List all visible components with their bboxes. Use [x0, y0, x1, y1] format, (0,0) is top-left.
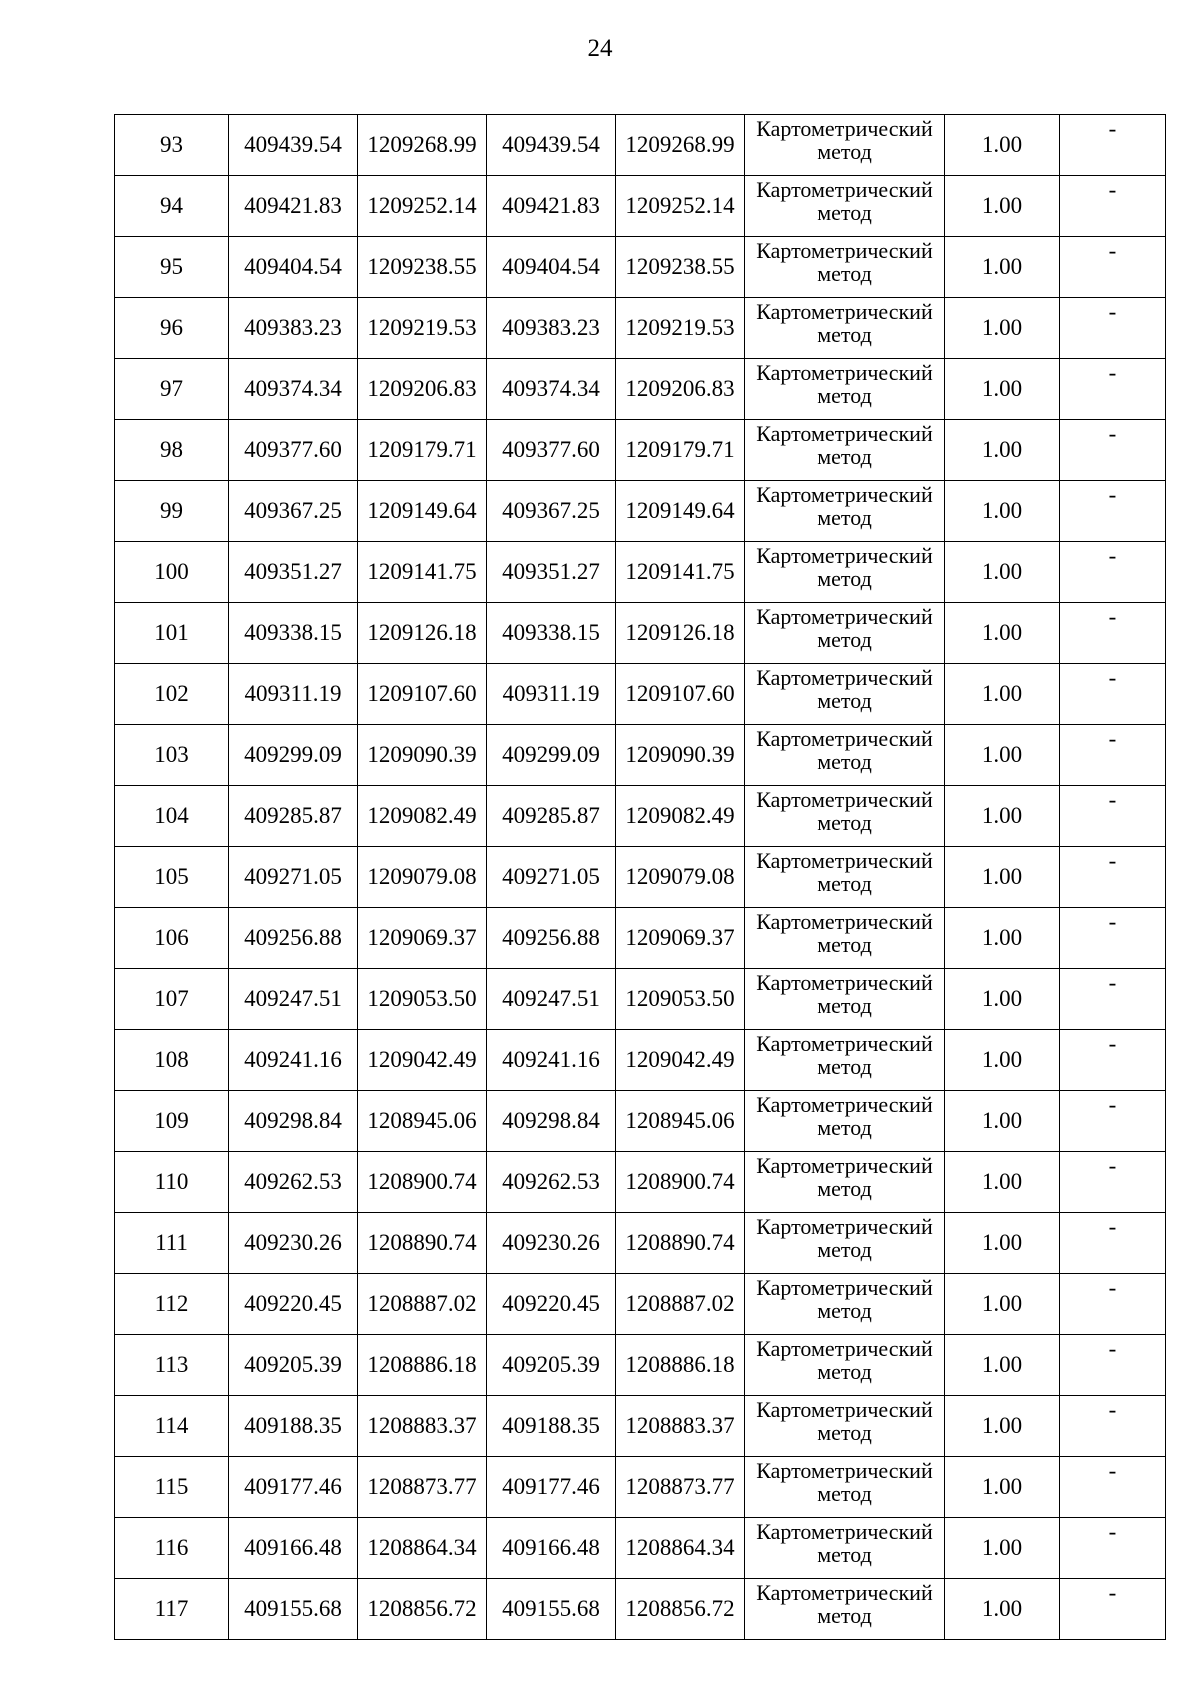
y-new-cell: 1208883.37	[616, 1396, 745, 1457]
x-new-cell: 409177.46	[487, 1457, 616, 1518]
x-existing-cell: 409298.84	[229, 1091, 358, 1152]
point-number-cell: 106	[115, 908, 229, 969]
precision-cell: 1.00	[945, 237, 1060, 298]
note-cell: -	[1060, 908, 1166, 969]
table-row	[115, 481, 1166, 542]
method-line-1: Картометрический	[756, 177, 933, 202]
x-new-cell: 409404.54	[487, 237, 616, 298]
precision-cell: 1.00	[945, 176, 1060, 237]
y-existing-cell: 1209179.71	[358, 420, 487, 481]
point-number-cell: 111	[115, 1213, 229, 1274]
precision-cell: 1.00	[945, 1518, 1060, 1579]
precision-cell: 1.00	[945, 298, 1060, 359]
y-existing-cell: 1208900.74	[358, 1152, 487, 1213]
method-cell	[745, 1335, 945, 1396]
point-number-cell: 110	[115, 1152, 229, 1213]
y-new-cell: 1209107.60	[616, 664, 745, 725]
method-line-2: метод	[817, 1054, 872, 1079]
note-cell: -	[1060, 359, 1166, 420]
note-cell: -	[1060, 420, 1166, 481]
method-line-2: метод	[817, 566, 872, 591]
method-cell	[745, 786, 945, 847]
method-line-1: Картометрический	[756, 604, 933, 629]
method-line-2: метод	[817, 688, 872, 713]
precision-cell: 1.00	[945, 359, 1060, 420]
method-line-1: Картометрический	[756, 1519, 933, 1544]
method-line-1: Картометрический	[756, 1092, 933, 1117]
x-new-cell: 409271.05	[487, 847, 616, 908]
x-new-cell: 409351.27	[487, 542, 616, 603]
method-line-2: метод	[817, 505, 872, 530]
note-cell: -	[1060, 603, 1166, 664]
method-line-2: метод	[817, 200, 872, 225]
note-cell: -	[1060, 115, 1166, 176]
method-cell	[745, 115, 945, 176]
method-line-2: метод	[817, 1298, 872, 1323]
x-existing-cell: 409299.09	[229, 725, 358, 786]
x-new-cell: 409377.60	[487, 420, 616, 481]
method-line-2: метод	[817, 810, 872, 835]
point-number-cell: 112	[115, 1274, 229, 1335]
point-number-cell: 93	[115, 115, 229, 176]
point-number-cell: 108	[115, 1030, 229, 1091]
point-number-cell: 104	[115, 786, 229, 847]
y-new-cell: 1208856.72	[616, 1579, 745, 1640]
note-cell: -	[1060, 1091, 1166, 1152]
y-new-cell: 1209268.99	[616, 115, 745, 176]
point-number-cell: 95	[115, 237, 229, 298]
x-new-cell: 409188.35	[487, 1396, 616, 1457]
x-existing-cell: 409338.15	[229, 603, 358, 664]
x-existing-cell: 409205.39	[229, 1335, 358, 1396]
x-new-cell: 409205.39	[487, 1335, 616, 1396]
table-row	[115, 1457, 1166, 1518]
x-existing-cell: 409247.51	[229, 969, 358, 1030]
x-new-cell: 409298.84	[487, 1091, 616, 1152]
note-cell: -	[1060, 1457, 1166, 1518]
method-line-2: метод	[817, 932, 872, 957]
method-line-1: Картометрический	[756, 360, 933, 385]
precision-cell: 1.00	[945, 1030, 1060, 1091]
y-existing-cell: 1209268.99	[358, 115, 487, 176]
y-new-cell: 1209219.53	[616, 298, 745, 359]
table-row	[115, 1091, 1166, 1152]
table-row	[115, 1335, 1166, 1396]
x-existing-cell: 409377.60	[229, 420, 358, 481]
method-cell	[745, 1457, 945, 1518]
y-new-cell: 1209069.37	[616, 908, 745, 969]
note-cell: -	[1060, 847, 1166, 908]
method-cell	[745, 176, 945, 237]
method-line-1: Картометрический	[756, 1031, 933, 1056]
point-number-cell: 96	[115, 298, 229, 359]
method-line-2: метод	[817, 1603, 872, 1628]
y-existing-cell: 1208873.77	[358, 1457, 487, 1518]
y-existing-cell: 1209206.83	[358, 359, 487, 420]
y-new-cell: 1208887.02	[616, 1274, 745, 1335]
method-cell	[745, 359, 945, 420]
y-existing-cell: 1209053.50	[358, 969, 487, 1030]
precision-cell: 1.00	[945, 1091, 1060, 1152]
x-new-cell: 409155.68	[487, 1579, 616, 1640]
method-line-2: метод	[817, 139, 872, 164]
note-cell: -	[1060, 1518, 1166, 1579]
y-new-cell: 1209252.14	[616, 176, 745, 237]
x-new-cell: 409439.54	[487, 115, 616, 176]
note-cell: -	[1060, 176, 1166, 237]
precision-cell: 1.00	[945, 1213, 1060, 1274]
method-line-1: Картометрический	[756, 421, 933, 446]
point-number-cell: 109	[115, 1091, 229, 1152]
x-existing-cell: 409155.68	[229, 1579, 358, 1640]
method-line-1: Картометрический	[756, 1275, 933, 1300]
method-line-2: метод	[817, 993, 872, 1018]
x-new-cell: 409285.87	[487, 786, 616, 847]
table-row	[115, 908, 1166, 969]
method-line-2: метод	[817, 1542, 872, 1567]
x-new-cell: 409220.45	[487, 1274, 616, 1335]
x-existing-cell: 409177.46	[229, 1457, 358, 1518]
table-row	[115, 542, 1166, 603]
method-line-1: Картометрический	[756, 787, 933, 812]
y-existing-cell: 1209219.53	[358, 298, 487, 359]
x-new-cell: 409256.88	[487, 908, 616, 969]
method-cell	[745, 1396, 945, 1457]
precision-cell: 1.00	[945, 1396, 1060, 1457]
point-number-cell: 94	[115, 176, 229, 237]
y-existing-cell: 1208864.34	[358, 1518, 487, 1579]
method-line-2: метод	[817, 261, 872, 286]
y-existing-cell: 1209149.64	[358, 481, 487, 542]
note-cell: -	[1060, 725, 1166, 786]
y-existing-cell: 1209079.08	[358, 847, 487, 908]
x-existing-cell: 409220.45	[229, 1274, 358, 1335]
method-cell	[745, 725, 945, 786]
point-number-cell: 103	[115, 725, 229, 786]
table-row	[115, 1213, 1166, 1274]
method-line-1: Картометрический	[756, 116, 933, 141]
method-line-1: Картометрический	[756, 1153, 933, 1178]
y-new-cell: 1208864.34	[616, 1518, 745, 1579]
table-row	[115, 359, 1166, 420]
y-new-cell: 1208886.18	[616, 1335, 745, 1396]
method-line-2: метод	[817, 749, 872, 774]
point-number-cell: 99	[115, 481, 229, 542]
note-cell: -	[1060, 542, 1166, 603]
note-cell: -	[1060, 1274, 1166, 1335]
y-existing-cell: 1208890.74	[358, 1213, 487, 1274]
y-existing-cell: 1208887.02	[358, 1274, 487, 1335]
x-existing-cell: 409311.19	[229, 664, 358, 725]
y-existing-cell: 1209238.55	[358, 237, 487, 298]
precision-cell: 1.00	[945, 420, 1060, 481]
x-existing-cell: 409241.16	[229, 1030, 358, 1091]
method-cell	[745, 1091, 945, 1152]
coordinates-table	[114, 114, 1166, 1640]
point-number-cell: 97	[115, 359, 229, 420]
x-new-cell: 409166.48	[487, 1518, 616, 1579]
point-number-cell: 107	[115, 969, 229, 1030]
table-row	[115, 1152, 1166, 1213]
x-new-cell: 409374.34	[487, 359, 616, 420]
precision-cell: 1.00	[945, 1457, 1060, 1518]
point-number-cell: 116	[115, 1518, 229, 1579]
note-cell: -	[1060, 969, 1166, 1030]
table-row	[115, 176, 1166, 237]
x-existing-cell: 409367.25	[229, 481, 358, 542]
note-cell: -	[1060, 481, 1166, 542]
table-row	[115, 847, 1166, 908]
y-new-cell: 1209141.75	[616, 542, 745, 603]
x-existing-cell: 409383.23	[229, 298, 358, 359]
x-existing-cell: 409271.05	[229, 847, 358, 908]
note-cell: -	[1060, 298, 1166, 359]
x-new-cell: 409311.19	[487, 664, 616, 725]
x-existing-cell: 409421.83	[229, 176, 358, 237]
y-new-cell: 1209126.18	[616, 603, 745, 664]
y-new-cell: 1208890.74	[616, 1213, 745, 1274]
table-body	[115, 115, 1166, 1640]
x-new-cell: 409338.15	[487, 603, 616, 664]
x-existing-cell: 409262.53	[229, 1152, 358, 1213]
method-line-1: Картометрический	[756, 299, 933, 324]
y-existing-cell: 1209069.37	[358, 908, 487, 969]
y-new-cell: 1208873.77	[616, 1457, 745, 1518]
page-number: 24	[587, 35, 613, 62]
y-existing-cell: 1208883.37	[358, 1396, 487, 1457]
note-cell: -	[1060, 1396, 1166, 1457]
note-cell: -	[1060, 1579, 1166, 1640]
table-row	[115, 1579, 1166, 1640]
method-cell	[745, 1152, 945, 1213]
point-number-cell: 100	[115, 542, 229, 603]
point-number-cell: 98	[115, 420, 229, 481]
precision-cell: 1.00	[945, 1335, 1060, 1396]
y-new-cell: 1209206.83	[616, 359, 745, 420]
method-line-2: метод	[817, 444, 872, 469]
point-number-cell: 115	[115, 1457, 229, 1518]
method-line-2: метод	[817, 1237, 872, 1262]
method-line-2: метод	[817, 1115, 872, 1140]
y-new-cell: 1208945.06	[616, 1091, 745, 1152]
x-existing-cell: 409374.34	[229, 359, 358, 420]
x-new-cell: 409241.16	[487, 1030, 616, 1091]
x-existing-cell: 409439.54	[229, 115, 358, 176]
point-number-cell: 105	[115, 847, 229, 908]
method-line-1: Картометрический	[756, 1397, 933, 1422]
method-cell	[745, 1274, 945, 1335]
x-existing-cell: 409188.35	[229, 1396, 358, 1457]
point-number-cell: 114	[115, 1396, 229, 1457]
y-existing-cell: 1209107.60	[358, 664, 487, 725]
method-line-2: метод	[817, 1176, 872, 1201]
method-line-2: метод	[817, 1420, 872, 1445]
precision-cell: 1.00	[945, 786, 1060, 847]
method-line-1: Картометрический	[756, 238, 933, 263]
x-new-cell: 409247.51	[487, 969, 616, 1030]
method-line-1: Картометрический	[756, 848, 933, 873]
y-new-cell: 1209179.71	[616, 420, 745, 481]
x-existing-cell: 409256.88	[229, 908, 358, 969]
precision-cell: 1.00	[945, 542, 1060, 603]
method-line-2: метод	[817, 383, 872, 408]
x-new-cell: 409421.83	[487, 176, 616, 237]
y-existing-cell: 1209082.49	[358, 786, 487, 847]
method-line-1: Картометрический	[756, 909, 933, 934]
precision-cell: 1.00	[945, 725, 1060, 786]
method-line-1: Картометрический	[756, 1580, 933, 1605]
method-line-1: Картометрический	[756, 970, 933, 995]
table-row	[115, 603, 1166, 664]
method-cell	[745, 1518, 945, 1579]
method-line-2: метод	[817, 322, 872, 347]
method-cell	[745, 237, 945, 298]
method-cell	[745, 847, 945, 908]
precision-cell: 1.00	[945, 847, 1060, 908]
note-cell: -	[1060, 237, 1166, 298]
precision-cell: 1.00	[945, 664, 1060, 725]
table-row	[115, 420, 1166, 481]
y-new-cell: 1209082.49	[616, 786, 745, 847]
method-cell	[745, 420, 945, 481]
method-cell	[745, 969, 945, 1030]
table-row	[115, 1030, 1166, 1091]
table-row	[115, 786, 1166, 847]
y-new-cell: 1208900.74	[616, 1152, 745, 1213]
table-row	[115, 1274, 1166, 1335]
y-new-cell: 1209042.49	[616, 1030, 745, 1091]
y-existing-cell: 1209090.39	[358, 725, 487, 786]
method-line-2: метод	[817, 871, 872, 896]
method-cell	[745, 481, 945, 542]
method-cell	[745, 664, 945, 725]
method-line-2: метод	[817, 1481, 872, 1506]
method-line-1: Картометрический	[756, 1458, 933, 1483]
method-cell	[745, 603, 945, 664]
y-existing-cell: 1209252.14	[358, 176, 487, 237]
method-cell	[745, 1030, 945, 1091]
point-number-cell: 113	[115, 1335, 229, 1396]
x-existing-cell: 409166.48	[229, 1518, 358, 1579]
precision-cell: 1.00	[945, 969, 1060, 1030]
method-cell	[745, 542, 945, 603]
x-existing-cell: 409230.26	[229, 1213, 358, 1274]
method-cell	[745, 1213, 945, 1274]
note-cell: -	[1060, 786, 1166, 847]
note-cell: -	[1060, 1030, 1166, 1091]
method-cell	[745, 908, 945, 969]
x-new-cell: 409230.26	[487, 1213, 616, 1274]
method-line-2: метод	[817, 627, 872, 652]
x-existing-cell: 409404.54	[229, 237, 358, 298]
method-cell	[745, 298, 945, 359]
table-row	[115, 725, 1166, 786]
note-cell: -	[1060, 664, 1166, 725]
x-new-cell: 409367.25	[487, 481, 616, 542]
y-new-cell: 1209053.50	[616, 969, 745, 1030]
precision-cell: 1.00	[945, 1579, 1060, 1640]
method-line-1: Картометрический	[756, 726, 933, 751]
y-new-cell: 1209238.55	[616, 237, 745, 298]
y-new-cell: 1209079.08	[616, 847, 745, 908]
point-number-cell: 102	[115, 664, 229, 725]
precision-cell: 1.00	[945, 481, 1060, 542]
precision-cell: 1.00	[945, 908, 1060, 969]
x-existing-cell: 409351.27	[229, 542, 358, 603]
precision-cell: 1.00	[945, 1274, 1060, 1335]
precision-cell: 1.00	[945, 115, 1060, 176]
y-existing-cell: 1209141.75	[358, 542, 487, 603]
x-new-cell: 409262.53	[487, 1152, 616, 1213]
method-line-1: Картометрический	[756, 1336, 933, 1361]
y-new-cell: 1209090.39	[616, 725, 745, 786]
method-cell	[745, 1579, 945, 1640]
table-row	[115, 1396, 1166, 1457]
point-number-cell: 117	[115, 1579, 229, 1640]
note-cell: -	[1060, 1213, 1166, 1274]
table-row	[115, 298, 1166, 359]
y-new-cell: 1209149.64	[616, 481, 745, 542]
method-line-1: Картометрический	[756, 482, 933, 507]
y-existing-cell: 1209042.49	[358, 1030, 487, 1091]
method-line-1: Картометрический	[756, 665, 933, 690]
table-row	[115, 1518, 1166, 1579]
method-line-2: метод	[817, 1359, 872, 1384]
table-row	[115, 969, 1166, 1030]
method-line-1: Картометрический	[756, 1214, 933, 1239]
y-existing-cell: 1208886.18	[358, 1335, 487, 1396]
x-new-cell: 409299.09	[487, 725, 616, 786]
point-number-cell: 101	[115, 603, 229, 664]
x-existing-cell: 409285.87	[229, 786, 358, 847]
note-cell: -	[1060, 1152, 1166, 1213]
precision-cell: 1.00	[945, 1152, 1060, 1213]
y-existing-cell: 1208856.72	[358, 1579, 487, 1640]
method-line-1: Картометрический	[756, 543, 933, 568]
table-row	[115, 237, 1166, 298]
y-existing-cell: 1209126.18	[358, 603, 487, 664]
table-row	[115, 115, 1166, 176]
x-new-cell: 409383.23	[487, 298, 616, 359]
note-cell: -	[1060, 1335, 1166, 1396]
precision-cell: 1.00	[945, 603, 1060, 664]
table-row	[115, 664, 1166, 725]
y-existing-cell: 1208945.06	[358, 1091, 487, 1152]
